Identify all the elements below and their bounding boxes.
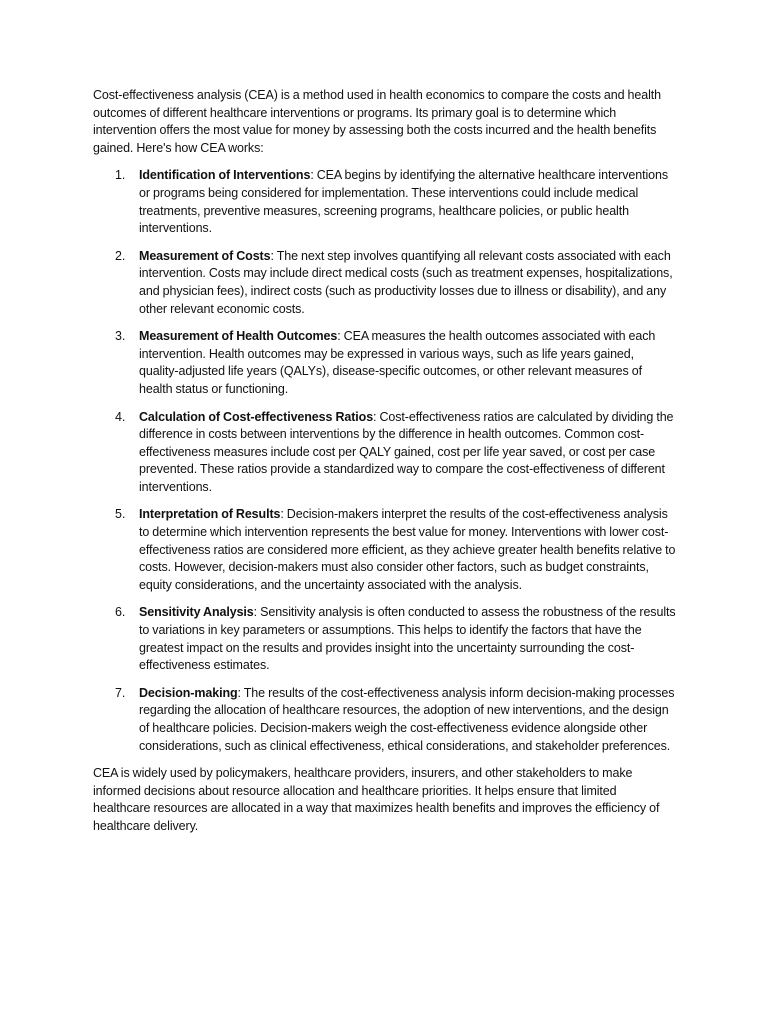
list-item-term: Calculation of Cost-effectiveness Ratios (139, 409, 374, 424)
list-item-term: Decision-making (139, 685, 238, 700)
list-item (93, 506, 676, 594)
list-item-number: 6. (115, 605, 126, 620)
list-item (93, 604, 676, 674)
list-item (93, 409, 676, 497)
list-item (93, 328, 676, 398)
list-item (93, 248, 676, 318)
list-item-number: 5. (115, 507, 126, 522)
list-item-text: : CEA measures the health outcomes associated with each intervention. Health outcomes may be expressed in various ways, such as life years gained, quality-adjusted life years (QALYs), disease-specific outcomes, or other relevant measures of health status or functioning. (139, 329, 656, 396)
list-item-text: : Sensitivity analysis is often conducted to assess the robustness of the results to variations in key parameters or assumptions. This helps to identify the factors that have the greatest impact on the results and provides insight into the uncertainty surrounding the cost-effectiveness estimates. (139, 605, 676, 673)
conclusion-paragraph: CEA is widely used by policymakers, healthcare providers, insurers, and other stakeholders to make informed decisions about resource allocation and healthcare priorities. It helps ensure that limited healthcare resources are allocated in a way that maximizes health benefits and improves the efficiency of healthcare delivery. (93, 766, 660, 833)
list-item-term: Measurement of Costs (139, 248, 271, 263)
intro-paragraph: Cost-effectiveness analysis (CEA) is a method used in health economics to compare the costs and health outcomes of different healthcare interventions or programs. Its primary goal is to determine which intervention offers the most value for money by assessing both the costs incurred and the health benefits gained. Here's how CEA works: (93, 88, 662, 155)
list-item-number: 4. (115, 409, 126, 424)
list-item-term: Interpretation of Results (139, 507, 281, 522)
list-item-number: 7. (115, 685, 126, 700)
list-item-term: Sensitivity Analysis (139, 605, 254, 620)
list-item-text: : The next step involves quantifying all relevant costs associated with each intervention. Costs may include direct medical costs (such as treatment expenses, hospitalizations, and physician fees), indirect costs (such as productivity losses due to illness or disability), and any other relevant economic costs. (139, 248, 673, 316)
list-item-term: Measurement of Health Outcomes (139, 329, 338, 344)
list-item-number: 2. (115, 248, 126, 263)
list-item-number: 3. (115, 329, 126, 344)
list-item-term: Identification of Interventions (139, 168, 311, 183)
list-item-number: 1. (115, 168, 126, 183)
list-item-text: : Decision-makers interpret the results of the cost-effectiveness analysis to determine which intervention represents the best value for money. Interventions with lower cost-effectiveness ratios are considered more efficient, as they achieve greater health benefits relative to costs. However, decision-makers must also consider other factors, such as budget constraints, equity considerations, and the uncertainty associated with the analysis. (139, 507, 676, 592)
list-item (93, 167, 676, 237)
list-item-text: : The results of the cost-effectiveness analysis inform decision-making processes regarding the allocation of healthcare resources, the adoption of new interventions, and the design of healthcare policies. Decision-makers weigh the cost-effectiveness evidence alongside other considerations, such as clinical effectiveness, ethical considerations, and stakeholder preferences. (139, 685, 675, 753)
list-item-text: : Cost-effectiveness ratios are calculated by dividing the difference in costs between interventions by the difference in health outcomes. Common cost-effectiveness measures include cost per QALY gained, cost per life year saved, or cost per case prevented. These ratios provide a standardized way to compare the cost-effectiveness of different interventions. (139, 409, 674, 494)
list-item-text: : CEA begins by identifying the alternative healthcare interventions or programs being considered for implementation. These interventions could include medical treatments, preventive measures, screening programs, healthcare policies, or public health interventions. (139, 168, 669, 236)
cea-steps-list (93, 167, 676, 755)
list-item (93, 685, 676, 755)
